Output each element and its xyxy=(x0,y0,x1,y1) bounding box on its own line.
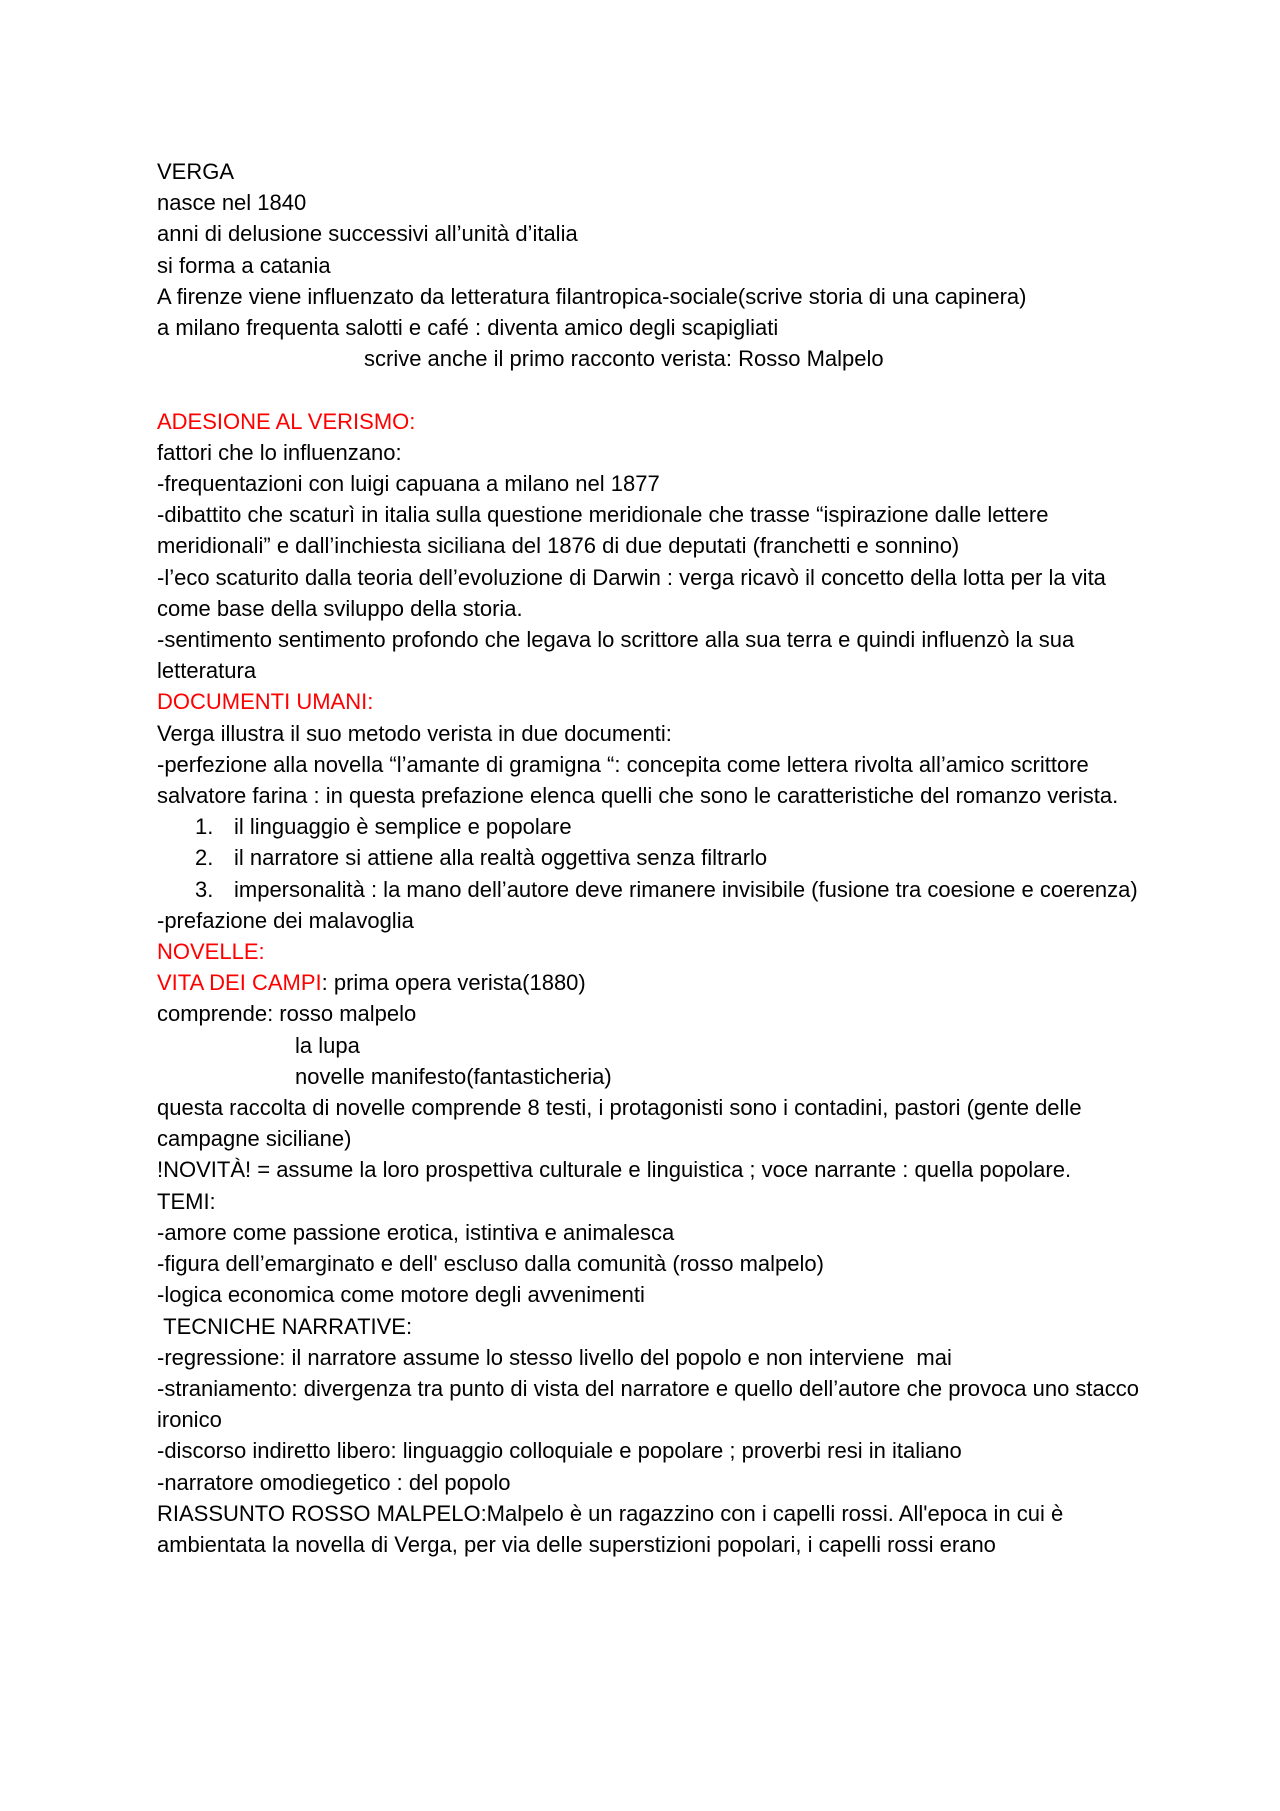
text-line: comprende: rosso malpelo xyxy=(157,1001,417,1027)
text-line: nasce nel 1840 xyxy=(157,190,307,216)
document-page xyxy=(157,156,1147,1560)
list-number: 2. xyxy=(195,845,214,871)
text-line-indented: novelle manifesto(fantasticheria) xyxy=(295,1063,612,1089)
text-line: -frequentazioni con luigi capuana a milano nel 1877 xyxy=(157,471,660,497)
section-heading: DOCUMENTI UMANI: xyxy=(157,689,374,715)
intro-section xyxy=(157,156,1147,374)
text-line: si forma a catania xyxy=(157,252,331,278)
adesione-section xyxy=(157,406,1147,687)
section-heading: ADESIONE AL VERISMO: xyxy=(157,408,416,434)
text-line-indented: scrive anche il primo racconto verista: Rosso Malpelo xyxy=(364,346,884,372)
text-line: -straniamento: divergenza tra punto di vista del narratore e quello dell’autore che provoca uno stacco ironico xyxy=(157,1375,1146,1433)
text-line: -discorso indiretto libero: linguaggio colloquiale e popolare ; proverbi resi in italiano xyxy=(157,1438,962,1464)
list-number: 3. xyxy=(195,876,214,902)
blank-line xyxy=(157,374,1147,405)
list-item xyxy=(157,842,1147,873)
text-line: -prefazione dei malavoglia xyxy=(157,907,414,933)
text-line: -amore come passione erotica, istintiva e animalesca xyxy=(157,1219,675,1245)
text-line: questa raccolta di novelle comprende 8 testi, i protagonisti sono i contadini, pastori (gente delle campagne siciliane) xyxy=(157,1095,1088,1152)
text-line: -dibattito che scaturì in italia sulla questione meridionale che trasse “ispirazione dalle lettere meridionali” e dall’inchiesta siciliana del 1876 di due deputati (franchetti e sonnino) xyxy=(157,502,1055,559)
text-line: -regressione: il narratore assume lo stesso livello del popolo e non interviene mai xyxy=(157,1344,952,1370)
text-line: -figura dell’emarginato e dell' escluso dalla comunità (rosso malpelo) xyxy=(157,1251,824,1277)
list-item-text: il narratore si attiene alla realtà oggettiva senza filtrarlo xyxy=(234,845,768,871)
text-line: TEMI: xyxy=(157,1188,216,1214)
doc-title: VERGA xyxy=(157,159,235,184)
list-item xyxy=(157,811,1147,842)
documenti-section xyxy=(157,686,1147,936)
text-line: Verga illustra il suo metodo verista in due documenti: xyxy=(157,720,672,746)
text-line: anni di delusione successivi all’unità d’italia xyxy=(157,221,578,247)
text-line: fattori che lo influenzano: xyxy=(157,439,402,465)
text-line: !NOVITÀ! = assume la loro prospettiva culturale e linguistica ; voce narrante : quella popolare. xyxy=(157,1157,1072,1183)
text-line: TECNICHE NARRATIVE: xyxy=(157,1313,413,1339)
text-line: a milano frequenta salotti e café : diventa amico degli scapigliati xyxy=(157,315,779,341)
text-line: -narratore omodiegetico : del popolo xyxy=(157,1469,511,1495)
list-number: 1. xyxy=(195,814,214,840)
vita-dei-campi-desc: : prima opera verista(1880) xyxy=(321,970,586,996)
text-line: -l’eco scaturito dalla teoria dell’evoluzione di Darwin : verga ricavò il concetto della lotta per la vita come base della sviluppo della storia. xyxy=(157,564,1113,621)
list-item-text: il linguaggio è semplice e popolare xyxy=(234,814,572,840)
text-line: -perfezione alla novella “l’amante di gramigna “: concepita come lettera rivolta all’amico scrittore salvatore farina : in questa prefazione elenca quelli che sono le caratteristiche del romanzo verista. xyxy=(157,751,1119,809)
text-line: RIASSUNTO ROSSO MALPELO:Malpelo è un ragazzino con i capelli rossi. All'epoca in cui è ambientata la novella di Verga, per via delle superstizioni popolari, i capelli rossi erano xyxy=(157,1500,1070,1557)
text-line: -sentimento sentimento profondo che legava lo scrittore alla sua terra e quindi influenzò la sua letteratura xyxy=(157,627,1081,684)
text-line: A firenze viene influenzato da letteratura filantropica-sociale(scrive storia di una capinera) xyxy=(157,283,1027,309)
numbered-list xyxy=(157,811,1147,905)
section-heading: NOVELLE: xyxy=(157,939,265,965)
text-line-indented: la lupa xyxy=(295,1032,360,1058)
list-item-text: impersonalità : la mano dell’autore deve rimanere invisibile (fusione tra coesione e coerenza) xyxy=(234,876,1138,902)
novelle-section xyxy=(157,936,1147,1560)
vita-dei-campi-title: VITA DEI CAMPI xyxy=(157,970,322,996)
text-line xyxy=(157,967,1147,998)
list-item xyxy=(157,874,1147,905)
text-line: -logica economica come motore degli avvenimenti xyxy=(157,1282,645,1308)
